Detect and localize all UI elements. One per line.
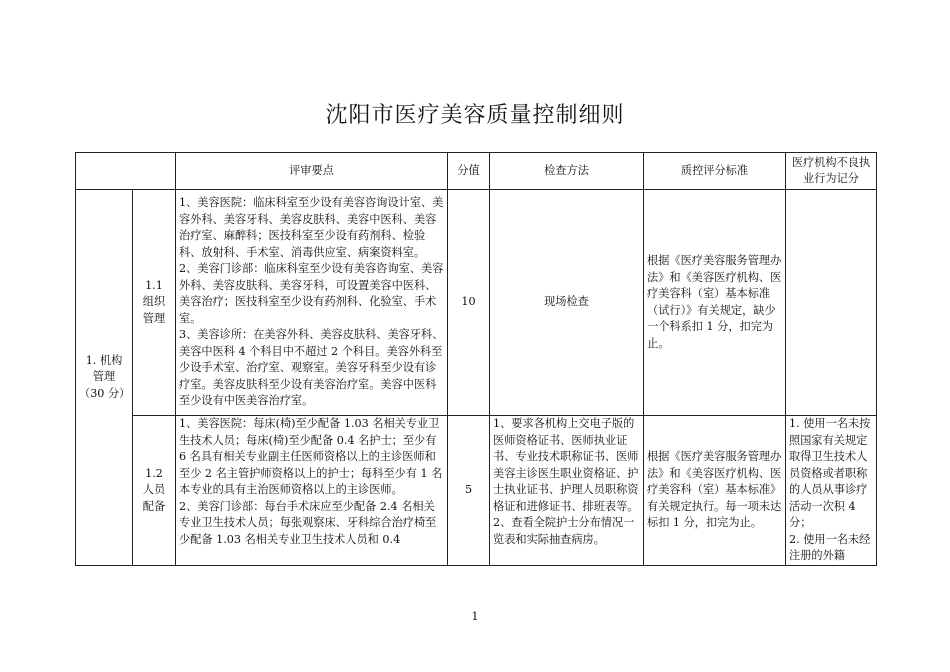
table-row xyxy=(76,416,877,566)
page-title: 沈阳市医疗美容质量控制细则 xyxy=(325,103,625,128)
bad-behavior-cell: 1. 使用一名未按照国家有关规定取得卫生技术人员资格或者职称的人员从事诊疗活动一次积 4 分； 2. 使用一名未经注册的外籍 xyxy=(786,416,877,566)
quality-control-table xyxy=(75,152,877,566)
header-standard: 质控评分标准 xyxy=(644,153,786,190)
method-cell: 1、要求各机构上交电子版的医师资格证书、医师执业证书、专业技术职称证书、医师美容主诊医生职业资格证、护士执业证书、护理人员职称资格证和进修证书、排班表等。 2、查看全院护士分布情况一览表和实际抽查病房。 xyxy=(490,416,644,566)
sub-item-label: 1.1 组织 管理 xyxy=(133,190,176,416)
sub-item-label: 1.2 人员 配备 xyxy=(133,416,176,566)
method-cell: 现场检查 xyxy=(490,190,644,416)
review-points-cell: 1、美容医院：临床科室至少设有美容咨询设计室、美容外科、美容牙科、美容皮肤科、美容中医科、美容治疗室、麻醉科；医技科室至少设有药剂科、检验科、放射科、手术室、消毒供应室、病案资料室。 2、美容门诊部：临床科室至少设有美容咨询室、美容外科、美容皮肤科、美容牙科，可设置美容中医科、美容治疗；医技科室至少设有药剂科、化验室、手术室。 3、美容诊所：在美容外科、美容皮肤科、美容牙科、美容中医科 4 个科目中不超过 2 个科目。美容外科至少设手术室、治疗室、观察室。美容牙科至少设有诊疗室。美容皮肤科至少设有美容治疗室。美容中医科至少设有中医美容治疗室。 xyxy=(176,190,448,416)
table-row xyxy=(76,190,877,416)
header-bad-behavior: 医疗机构不良执业行为记分 xyxy=(786,153,877,190)
section-label: 1. 机构 管理 （30 分） xyxy=(76,190,133,566)
header-review-points: 评审要点 xyxy=(176,153,448,190)
table-header-row xyxy=(76,153,877,190)
header-blank xyxy=(76,153,176,190)
header-method: 检查方法 xyxy=(490,153,644,190)
standard-cell: 根据《医疗美容服务管理办法》和《美容医疗机构、医疗美容科（室）基本标准（试行）》有关规定，缺少一个科系扣 1 分，扣完为止。 xyxy=(644,190,786,416)
score-cell: 5 xyxy=(448,416,490,566)
page-number: 1 xyxy=(471,610,479,623)
standard-cell: 根据《医疗美容服务管理办法》和《美容医疗机构、医疗美容科（室）基本标准》有关规定执行。每一项未达标扣 1 分，扣完为止。 xyxy=(644,416,786,566)
header-score: 分值 xyxy=(448,153,490,190)
review-points-cell: 1、美容医院：每床(椅)至少配备 1.03 名相关专业卫生技术人员；每床(椅)至少配备 0.4 名护士；至少有 6 名具有相关专业副主任医师资格以上的主诊医师和至少 2 名主管护师资格以上的护士；每科至少有 1 名本专业的具有主治医师资格以上的主诊医师。 2、美容门诊部：每台手术床应至少配备 2.4 名相关专业卫生技术人员；每张观察床、牙科综合治疗椅至少配备 1.03 名相关专业卫生技术人员和 0.4 xyxy=(176,416,448,566)
score-cell: 10 xyxy=(448,190,490,416)
bad-behavior-cell xyxy=(786,190,877,416)
